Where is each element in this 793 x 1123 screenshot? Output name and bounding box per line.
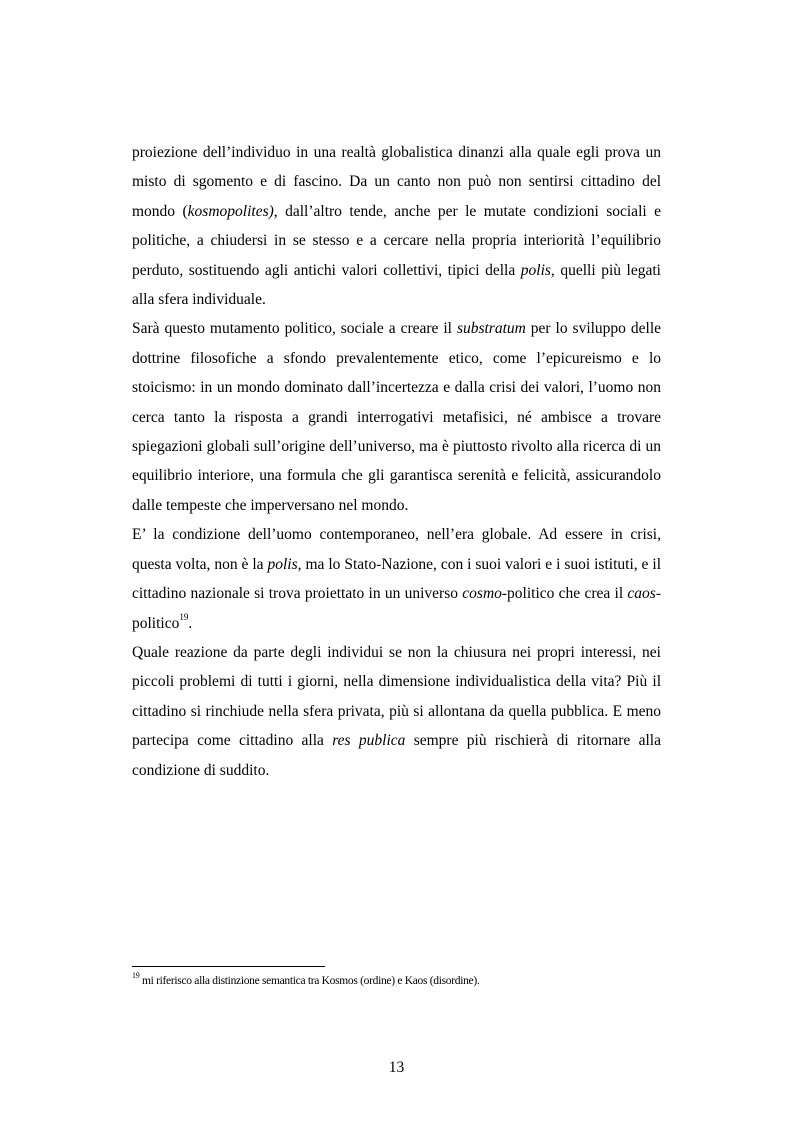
italic-text: substratum	[456, 320, 526, 338]
paragraph	[132, 638, 661, 785]
footnote-separator	[132, 966, 325, 967]
text-run: , ma lo Stato-Nazione, con i suoi valori e i suoi istituti, e il cittadino nazionale si trova proiettato in un universo	[132, 555, 661, 603]
footnote-reference: 19	[179, 612, 189, 623]
text-run: -politico	[132, 585, 661, 632]
paragraph	[132, 520, 661, 638]
text-run: Sarà questo mutamento politico, sociale a creare il	[132, 320, 457, 338]
italic-text: cosmo	[462, 585, 502, 603]
italic-text: kosmopolites)	[187, 202, 274, 220]
text-run: E’ la condizione dell’uomo contemporaneo, nell’era globale. Ad essere in crisi, questa volta, non è la	[132, 526, 661, 573]
italic-text: polis	[267, 555, 298, 573]
text-run: , dall’altro tende, anche per le mutate condizioni sociali e politiche, a chiudersi in se stesso e a cercare nella propria interiorità l’equilibrio perduto, sostituendo agli antichi valori collettivi, tipici della	[132, 202, 662, 279]
footnote-marker: 19	[132, 971, 140, 981]
body-text	[132, 138, 661, 785]
paragraph	[132, 314, 661, 520]
text-run: Quale reazione da parte degli individui se non la chiusura nei propri interessi, nei piccoli problemi di tutti i giorni, nella dimensione individualistica della vita? Più il cittadino si rinchiude nella sfera privata, più si allontana da quella pubblica. E meno partecipa come cittadino alla	[132, 643, 661, 750]
italic-text: caos	[627, 585, 656, 603]
text-run: proiezione dell’individuo in una realtà globalistica dinanzi alla quale egli prova un misto di sgomento e di fascino. Da un canto non può non sentirsi cittadino del mondo (	[132, 144, 661, 220]
footnote	[132, 971, 672, 989]
footnote-text: mi riferisco alla distinzione semantica tra Kosmos (ordine) e Kaos (disordine).	[139, 975, 480, 987]
italic-text: res publica	[332, 732, 406, 750]
text-run: per lo sviluppo delle dottrine filosofiche a sfondo prevalentemente etico, come l’epicureismo e lo stoicismo: in un mondo dominato dall’incertezza e dalla crisi dei valori, l’uomo non cerca tanto la risposta a grandi interrogativi metafisici, né ambisce a trovare spiegazioni globali sull’origine dell’universo, ma è piuttosto rivolto alla ricerca di un equilibrio interiore, una formula che gli garantisca serenità e felicità, assicurandolo dalle tempeste che imperversano nel mondo.	[132, 320, 661, 514]
italic-text: polis	[520, 261, 551, 279]
text-run: -politico che crea il	[501, 585, 628, 603]
paragraph	[132, 138, 661, 314]
page-number: 13	[388, 1059, 405, 1076]
text-run: sempre più rischierà di ritornare alla condizione di suddito.	[132, 732, 661, 779]
text-run: .	[188, 614, 193, 632]
text-run: , quelli più legati alla sfera individuale.	[132, 261, 661, 309]
